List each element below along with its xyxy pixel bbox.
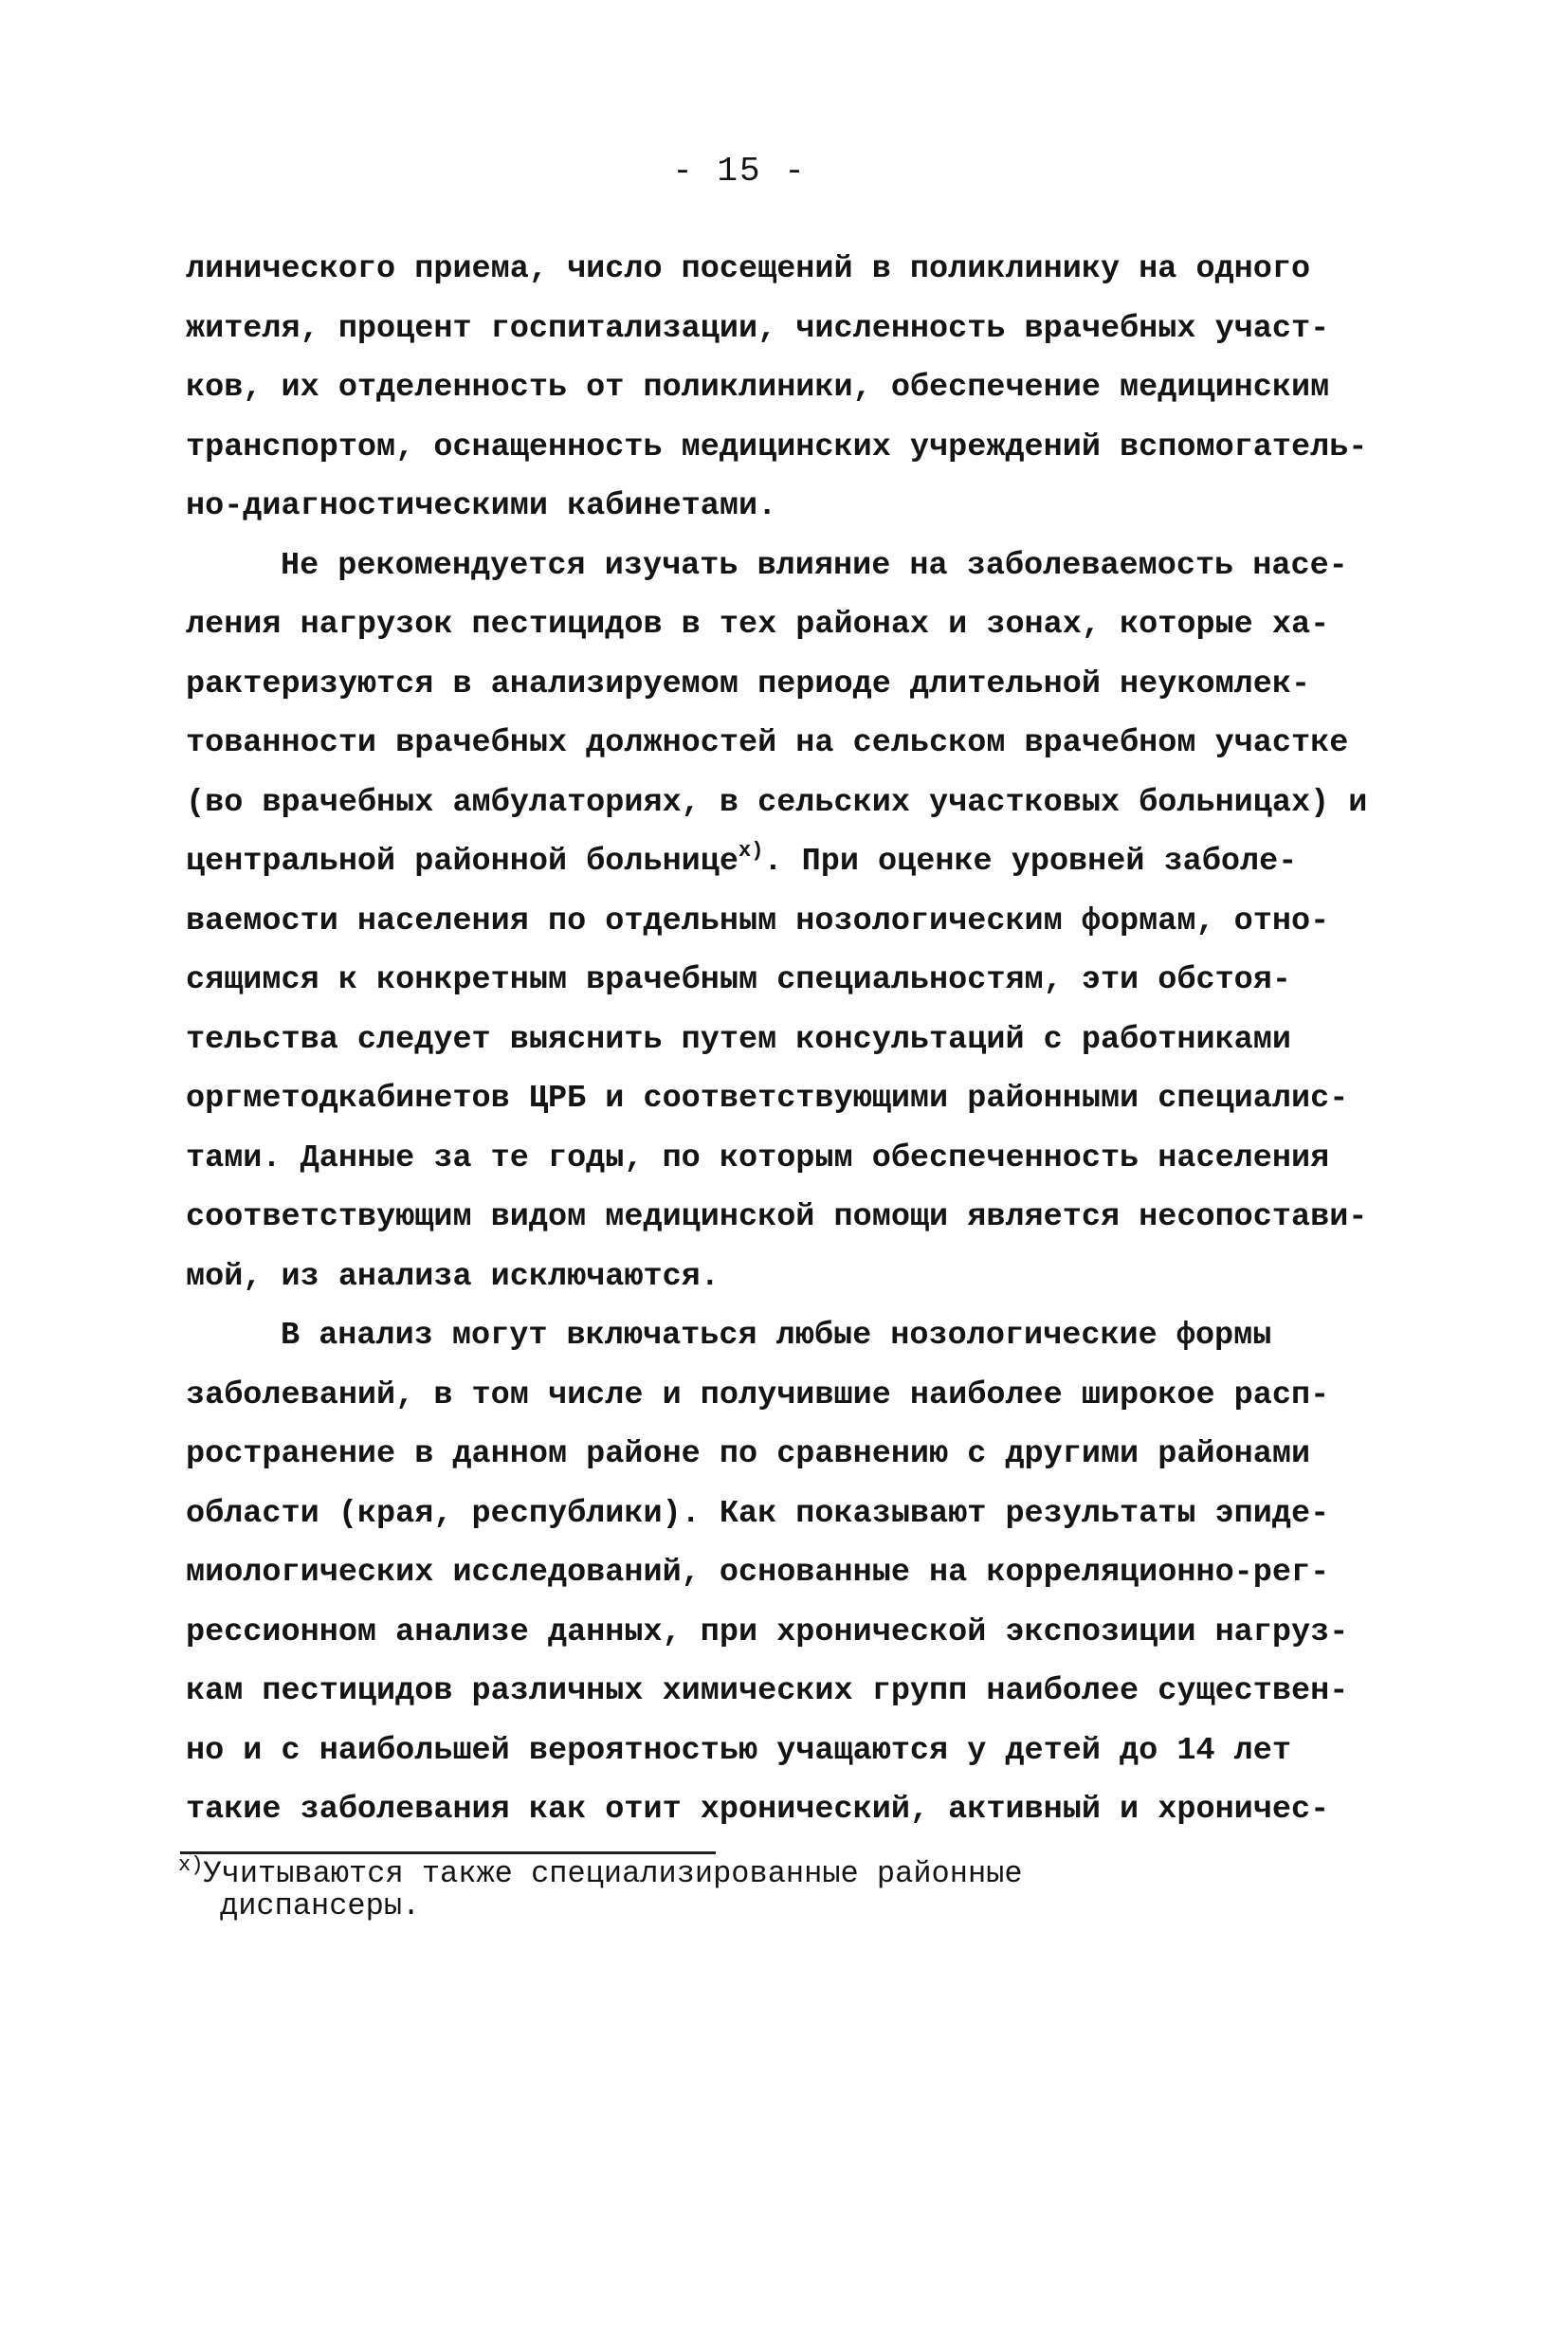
text-line: такие заболевания как отит хронический, активный и хроничес-	[186, 1792, 1330, 1828]
text-line: кам пестицидов различных химических групп наиболее существен-	[186, 1673, 1349, 1709]
text-line: рактеризуются в анализируемом периоде длительной неукомлек-	[186, 666, 1311, 702]
text-line: ваемости населения по отдельным нозологическим формам, отно-	[186, 903, 1330, 939]
text-line: тельства следует выяснить путем консультаций с работниками	[186, 1022, 1291, 1058]
text-line: но и с наибольшей вероятностью учащаются у детей до 14 лет	[186, 1733, 1291, 1769]
text-line: миологических исследований, основанные на корреляционно-рег-	[186, 1555, 1330, 1591]
text-line: сящимся к конкретным врачебным специальностям, эти обстоя-	[186, 962, 1291, 998]
text-line: ков, их отделенность от поликлиники, обеспечение медицинским	[186, 370, 1330, 406]
footnote-separator	[180, 1851, 716, 1854]
text-line: соответствующим видом медицинской помощи является несопостави-	[186, 1199, 1368, 1235]
text-line: оргметодкабинетов ЦРБ и соответствующими районными специалис-	[186, 1081, 1349, 1117]
footnote-line-1: Учитываются также специализированные районные	[203, 1856, 1023, 1891]
text-line: В анализ могут включаться любые нозологические формы	[281, 1318, 1272, 1354]
text-line: ления нагрузок пестицидов в тех районах и зонах, которые ха-	[186, 607, 1330, 643]
text-segment: центральной районной больнице	[186, 844, 738, 880]
text-line: жителя, процент госпитализации, численность врачебных участ-	[186, 311, 1330, 347]
footnote-reference: х)	[738, 839, 764, 863]
footnote-mark: х)	[178, 1853, 204, 1877]
text-line: Не рекомендуется изучать влияние на заболеваемость насе-	[281, 548, 1348, 584]
page-number: - 15 -	[672, 152, 807, 191]
text-line: рессионном анализе данных, при хронической экспозиции нагруз-	[186, 1614, 1349, 1650]
text-line: транспортом, оснащенность медицинских учреждений вспомогатель-	[186, 429, 1368, 465]
text-line-with-footnote-mark	[186, 839, 1298, 884]
text-line: линического приема, число посещений в поликлинику на одного	[186, 251, 1311, 287]
text-line: мой, из анализа исключаются.	[186, 1259, 720, 1295]
text-line: заболеваний, в том числе и получившие наиболее широкое расп-	[186, 1377, 1330, 1413]
text-line: области (края, республики). Как показывают результаты эпиде-	[186, 1496, 1330, 1532]
text-line: (во врачебных амбулаториях, в сельских участковых больницах) и	[186, 785, 1368, 821]
text-line: тами. Данные за те годы, по которым обеспеченность населения	[186, 1140, 1330, 1176]
footnote-line-2: диспансеры.	[220, 1888, 421, 1923]
text-line: ространение в данном районе по сравнению с другими районами	[186, 1436, 1311, 1472]
text-segment: . При оценке уровней заболе-	[763, 844, 1298, 880]
text-line: но-диагностическими кабинетами.	[186, 488, 777, 524]
text-line: тованности врачебных должностей на сельском врачебном участке	[186, 725, 1349, 761]
